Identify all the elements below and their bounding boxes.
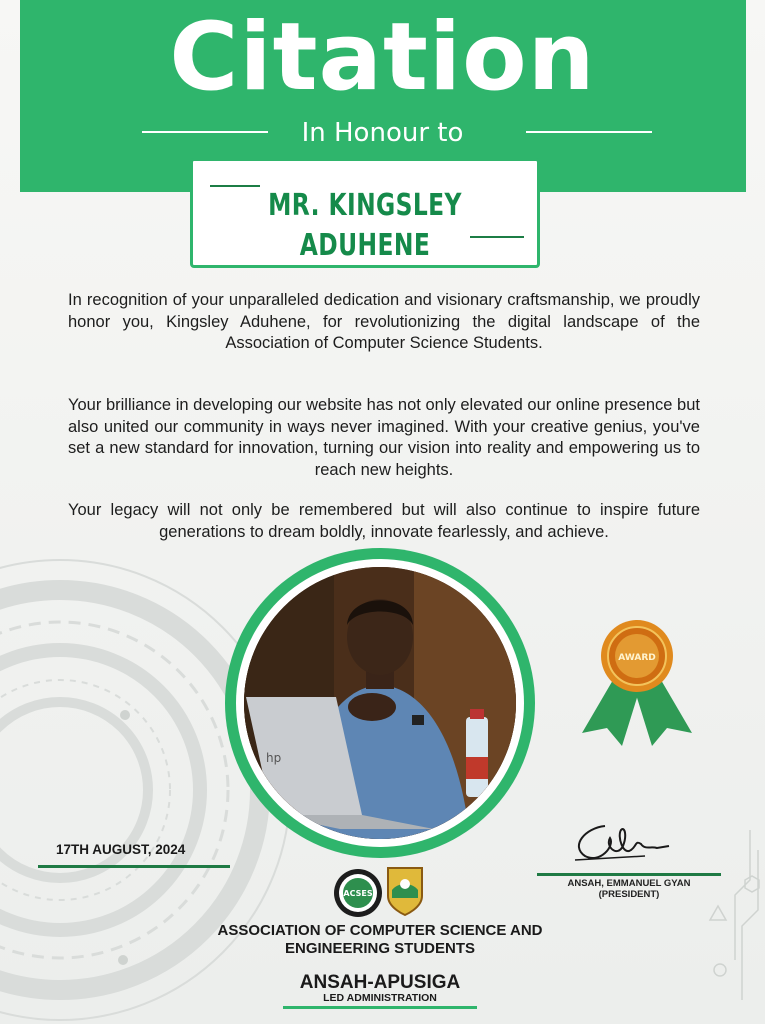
acses-logo (333, 868, 383, 918)
svg-text:hp: hp (266, 751, 282, 765)
association-name: ASSOCIATION OF COMPUTER SCIENCE AND ENGINEERING STUDENTS (217, 922, 543, 957)
acses-logo-text: ACSES (343, 889, 373, 898)
date-rule (38, 865, 230, 868)
decorative-circuit (680, 820, 765, 1024)
signature-rule (537, 873, 721, 876)
recipient-name: MR. KINGSLEY ADUHENE (268, 188, 462, 263)
citation-paragraph-2: Your brilliance in developing our website has not only elevated our online presence but also united our community in ways never imagined. With your creative genius, you've set a new standard for innovation, turning our vision into reality and empowering us to reach new heights. (68, 396, 700, 479)
administration-name: ANSAH-APUSIGA (299, 972, 461, 993)
citation-paragraph-1: In recognition of your unparalleled dedication and visionary craftsmanship, we proudly honor you, Kingsley Aduhene, for revolutionizing the digital landscape of the Association of Computer Science Students. (68, 291, 700, 352)
citation-paragraph-3: Your legacy will not only be remembered but will also continue to inspire future generations to dream boldly, innovate fearlessly, and achieve. (68, 501, 700, 541)
signatory-name: ANSAH, EMMANUEL GYAN (567, 878, 691, 889)
administration-rule (283, 1006, 477, 1009)
signatory-role: (PRESIDENT) (598, 889, 660, 900)
certificate-subtitle: In Honour to (301, 118, 464, 148)
recipient-photo (244, 567, 516, 839)
award-ribbon-icon (582, 618, 692, 753)
certificate-title: Citation (169, 3, 596, 112)
administration-subtitle: LED ADMINISTRATION (323, 992, 437, 1004)
badge-text: AWARD (618, 653, 656, 663)
signature-mark (565, 816, 675, 871)
university-crest-icon (386, 866, 424, 916)
award-date: 17TH AUGUST, 2024 (56, 842, 186, 857)
